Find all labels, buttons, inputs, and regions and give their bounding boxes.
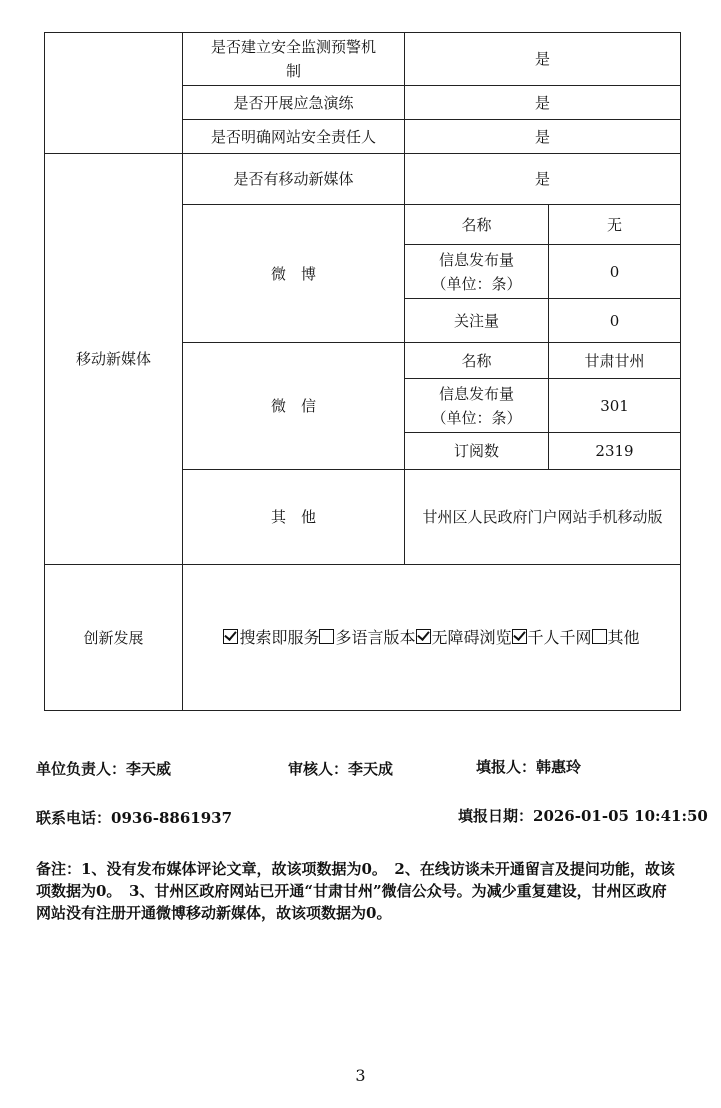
other-value: 甘州区人民政府门户网站手机移动版 xyxy=(405,470,681,565)
wechat-posts-value: 301 xyxy=(549,379,681,433)
checkbox-icon[interactable] xyxy=(592,629,607,644)
wechat-posts-label: 信息发布量（单位：条） xyxy=(405,379,549,433)
wechat-label: 微 信 xyxy=(183,343,405,470)
weibo-follow-value: 0 xyxy=(549,299,681,343)
weibo-follow-label: 关注量 xyxy=(405,299,549,343)
weibo-name-value: 无 xyxy=(549,205,681,245)
wechat-name-label: 名称 xyxy=(405,343,549,379)
remarks: 备注：1、没有发布媒体评论文章，故该项数据为0。 2、在线访谈未开通留言及提问功能，故该项数据为0。 3、甘州区政府网站已开通“甘肃甘州”微信公众号。为减少重复建设，甘州区政府网站没有注册开通微博移动新媒体，故该项数据为0。 xyxy=(36,860,675,922)
weibo-posts-value: 0 xyxy=(549,245,681,299)
monitoring-label: 是否建立安全监测预警机制 xyxy=(183,33,405,86)
checkbox-icon[interactable] xyxy=(416,629,431,644)
weibo-posts-label: 信息发布量（单位：条） xyxy=(405,245,549,299)
weibo-name-label: 名称 xyxy=(405,205,549,245)
option-personalized[interactable]: 千人千网 xyxy=(512,628,592,647)
monitoring-value: 是 xyxy=(405,33,681,86)
drill-label: 是否开展应急演练 xyxy=(183,86,405,120)
has-mobile-value: 是 xyxy=(405,154,681,205)
innovation-label: 创新发展 xyxy=(45,565,183,711)
filler: 填报人：韩惠玲 xyxy=(476,758,582,776)
responsible-value: 是 xyxy=(405,120,681,154)
wechat-name-value: 甘肃甘州 xyxy=(549,343,681,379)
fill-date: 填报日期：2026-01-05 10:41:50 xyxy=(458,807,708,825)
option-search-service[interactable]: 搜索即服务 xyxy=(223,628,319,647)
checkbox-icon[interactable] xyxy=(223,629,238,644)
unit-head: 单位负责人：李天威 xyxy=(36,760,172,778)
report-table xyxy=(44,32,681,711)
checkbox-icon[interactable] xyxy=(319,629,334,644)
wechat-sub-value: 2319 xyxy=(549,433,681,470)
page-number: 3 xyxy=(355,1066,366,1085)
wechat-sub-label: 订阅数 xyxy=(405,433,549,470)
mobile-section-label: 移动新媒体 xyxy=(45,154,183,565)
reviewer: 审核人：李天成 xyxy=(288,760,394,778)
option-accessibility[interactable]: 无障碍浏览 xyxy=(416,628,512,647)
option-multilingual[interactable]: 多语言版本 xyxy=(319,628,415,647)
weibo-label: 微 博 xyxy=(183,205,405,343)
innovation-options xyxy=(183,565,681,711)
other-label: 其 他 xyxy=(183,470,405,565)
checkbox-icon[interactable] xyxy=(512,629,527,644)
option-other[interactable]: 其他 xyxy=(592,628,640,647)
responsible-label: 是否明确网站安全责任人 xyxy=(183,120,405,154)
drill-value: 是 xyxy=(405,86,681,120)
blank-section-cell xyxy=(45,33,183,154)
contact-phone: 联系电话：0936-8861937 xyxy=(36,809,233,827)
has-mobile-label: 是否有移动新媒体 xyxy=(183,154,405,205)
